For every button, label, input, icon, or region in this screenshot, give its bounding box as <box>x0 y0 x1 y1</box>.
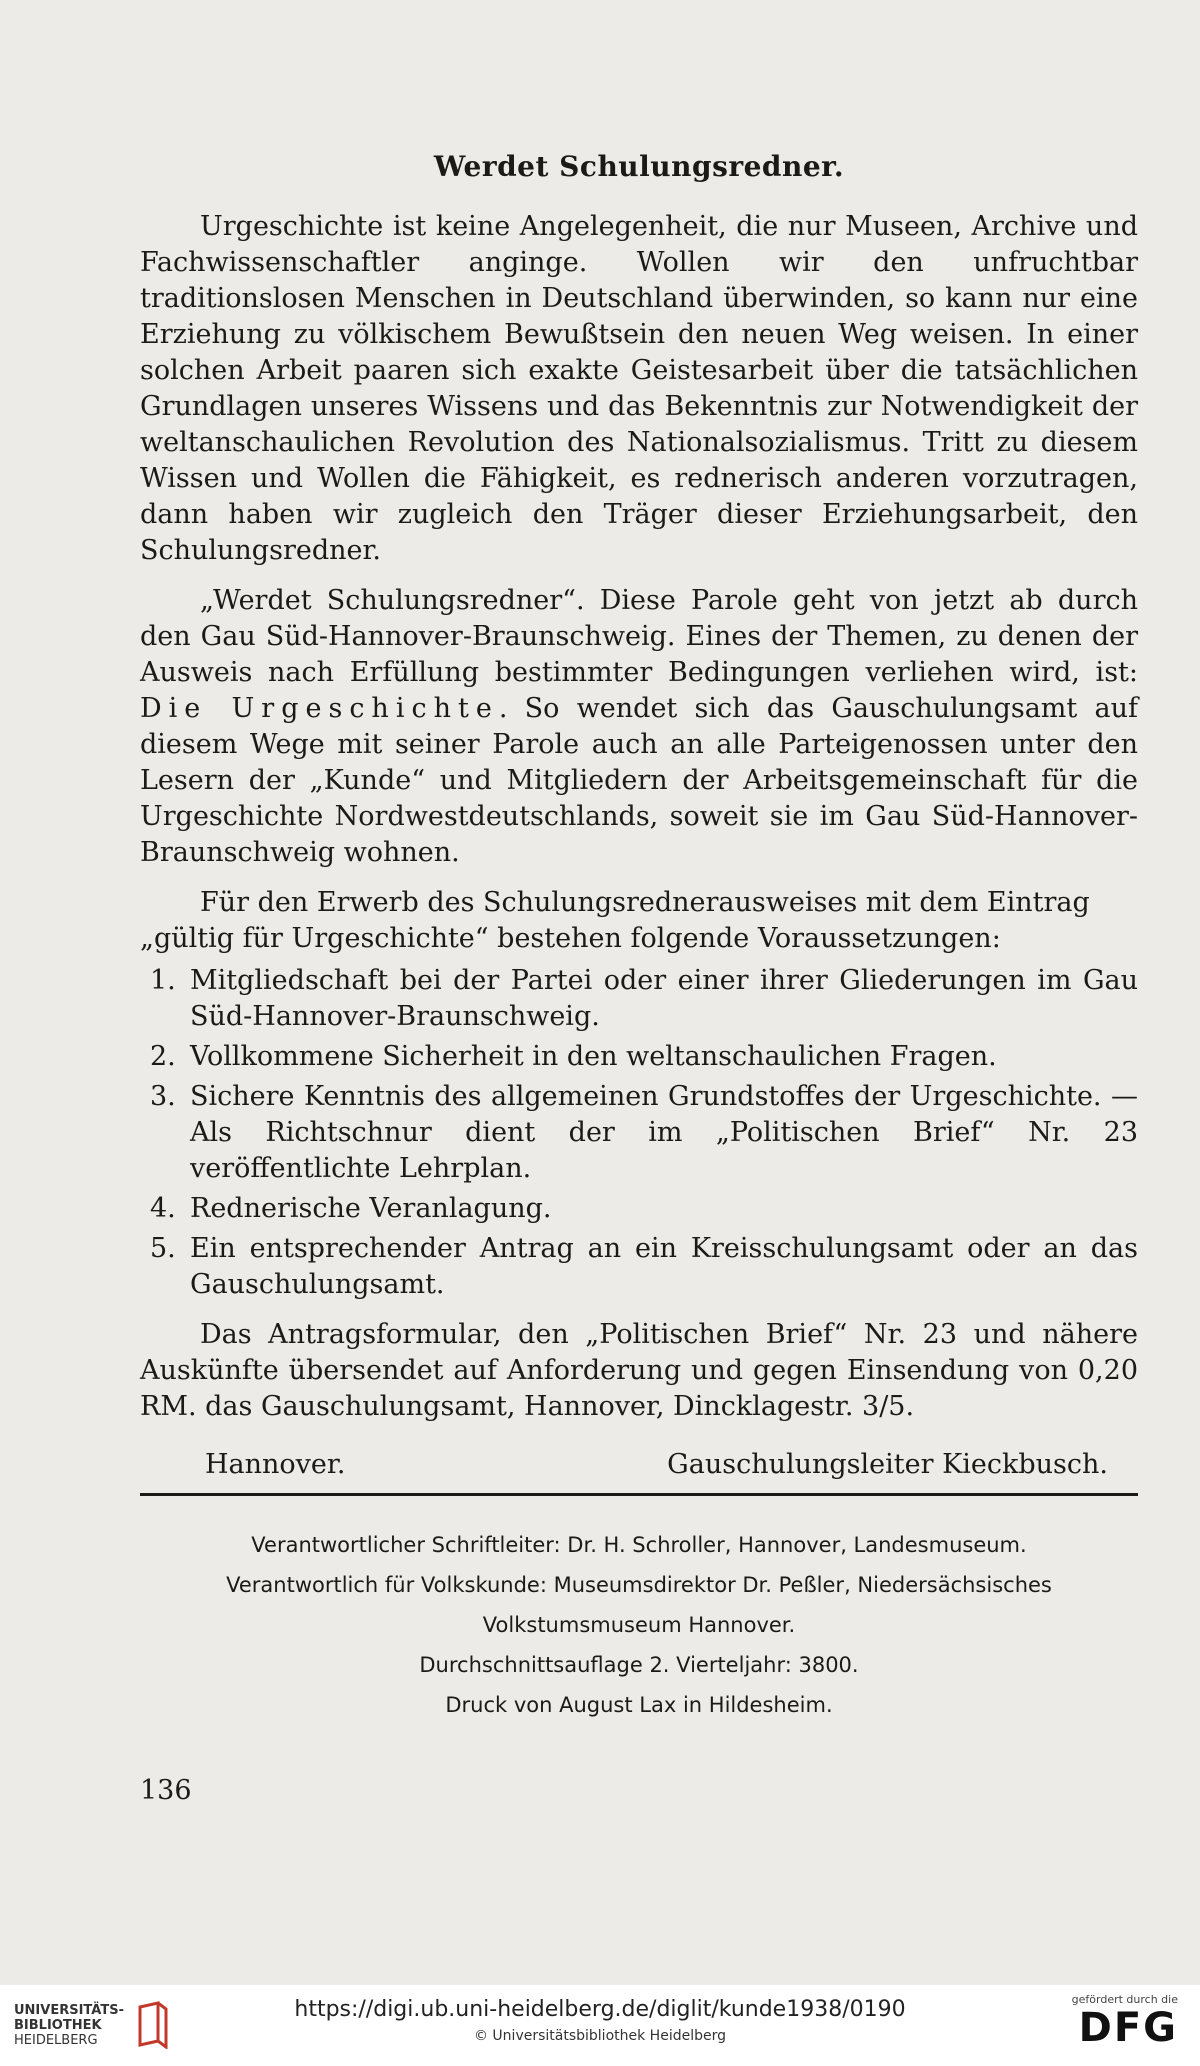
list-item-number: 4. <box>150 1193 176 1224</box>
imprint-line: Verantwortlich für Volkskunde: Museumsdirektor Dr. Peßler, Niedersächsisches <box>226 1573 1052 1597</box>
requirements-intro: Für den Erwerb des Schulungsrednerausweises mit dem Eintrag „gültig für Urgeschichte“ bestehen folgende Voraussetzungen: <box>140 887 1090 954</box>
paragraph-2 <box>140 583 1138 871</box>
paragraph-2-emphasis: Die Urgeschichte <box>140 693 499 724</box>
list-item-text: Vollkommene Sicherheit in den weltanschaulichen Fragen. <box>190 1041 997 1072</box>
list-item-text: Rednerische Veranlagung. <box>190 1193 552 1224</box>
list-item <box>140 1079 1138 1187</box>
list-item <box>140 1231 1138 1303</box>
list-item-text: Sichere Kenntnis des allgemeinen Grundstoffes der Urgeschichte. — Als Richtschnur dient der im „Politischen Brief“ Nr. 23 veröffentlichte Lehrplan. <box>190 1081 1138 1184</box>
imprint-line: Durchschnittsauflage 2. Vierteljahr: 3800. <box>419 1653 859 1677</box>
logo-line: BIBLIOTHEK <box>14 2017 102 2033</box>
footer-center <box>0 1997 1200 2044</box>
dfg-wordmark: DFG <box>1078 2005 1178 2051</box>
imprint-line: Volkstumsmuseum Hannover. <box>482 1613 796 1637</box>
imprint <box>140 1525 1138 1725</box>
signature-place: Hannover. <box>205 1449 346 1480</box>
logo-line: UNIVERSITÄTS- <box>14 2002 124 2018</box>
signature-name: Gauschulungsleiter Kieckbusch. <box>667 1449 1108 1480</box>
copyright-text: © Universitätsbibliothek Heidelberg <box>473 2028 726 2044</box>
list-item-text: Ein entsprechender Antrag an ein Kreisschulungsamt oder an das Gauschulungsamt. <box>190 1233 1138 1300</box>
list-item <box>140 1039 1138 1075</box>
signature-block <box>140 1447 1138 1483</box>
article-title: Werdet Schulungsredner. <box>433 150 845 183</box>
permalink-link[interactable]: https://digi.ub.uni-heidelberg.de/diglit/kunde1938/0190 <box>294 1997 906 2022</box>
list-item-number: 5. <box>150 1233 176 1264</box>
paragraph-2-part-a: „Werdet Schulungsredner“. Diese Parole geht von jetzt ab durch den Gau Süd-Hannover-Braunschweig. Eines der Themen, zu denen der Ausweis nach Erfüllung bestimmter Bedingungen verliehen wird, ist: <box>140 585 1138 688</box>
closing-paragraph: Das Antragsformular, den „Politischen Brief“ Nr. 23 und nähere Auskünfte übersendet auf Anforderung und gegen Einsendung von 0,20 RM. das Gauschulungsamt, Hannover, Dincklagestr. 3/5. <box>140 1319 1138 1422</box>
divider <box>140 1493 1138 1496</box>
imprint-line: Verantwortlicher Schriftleiter: Dr. H. Schroller, Hannover, Landesmuseum. <box>251 1533 1027 1557</box>
list-item <box>140 1191 1138 1227</box>
page-number: 136 <box>140 1775 192 1806</box>
list-item-number: 3. <box>150 1081 176 1112</box>
list-item-number: 2. <box>150 1041 176 1072</box>
viewer-footer <box>0 1985 1200 2066</box>
article <box>140 150 1138 1483</box>
funding-note: gefördert durch die <box>1071 1993 1178 2006</box>
requirements-list <box>140 963 1138 1303</box>
list-item-number: 1. <box>150 965 176 996</box>
list-item <box>140 963 1138 1035</box>
dfg-logo[interactable] <box>1072 1993 1178 2050</box>
imprint-line: Druck von August Lax in Hildesheim. <box>445 1693 833 1717</box>
paragraph-2-part-b: . So wendet sich das Gauschulungsamt auf diesem Wege mit seiner Parole auch an alle Parteigenossen unter den Lesern der „Kunde“ und Mitgliedern der Arbeitsgemeinschaft für die Urgeschichte Nordwestdeutschlands, soweit sie im Gau Süd-Hannover-Braunschweig wohnen. <box>140 693 1139 868</box>
paragraph-1: Urgeschichte ist keine Angelegenheit, die nur Museen, Archive und Fachwissenschaftler anginge. Wollen wir den unfruchtbar traditionslosen Menschen in Deutschland überwinden, so kann nur eine Erziehung zu völkischem Bewußtsein den neuen Weg weisen. In einer solchen Arbeit paaren sich exakte Geistesarbeit über die tatsächlichen Grundlagen unseres Wissens und das Bekenntnis zur Notwendigkeit der weltanschaulichen Revolution des Nationalsozialismus. Tritt zu diesem Wissen und Wollen die Fähigkeit, es rednerisch anderen vorzutragen, dann haben wir zugleich den Träger dieser Erziehungsarbeit, den Schulungsredner. <box>140 211 1138 566</box>
logo-line: HEIDELBERG <box>14 2032 98 2048</box>
list-item-text: Mitgliedschaft bei der Partei oder einer ihrer Gliederungen im Gau Süd-Hannover-Braunschweig. <box>190 965 1138 1032</box>
